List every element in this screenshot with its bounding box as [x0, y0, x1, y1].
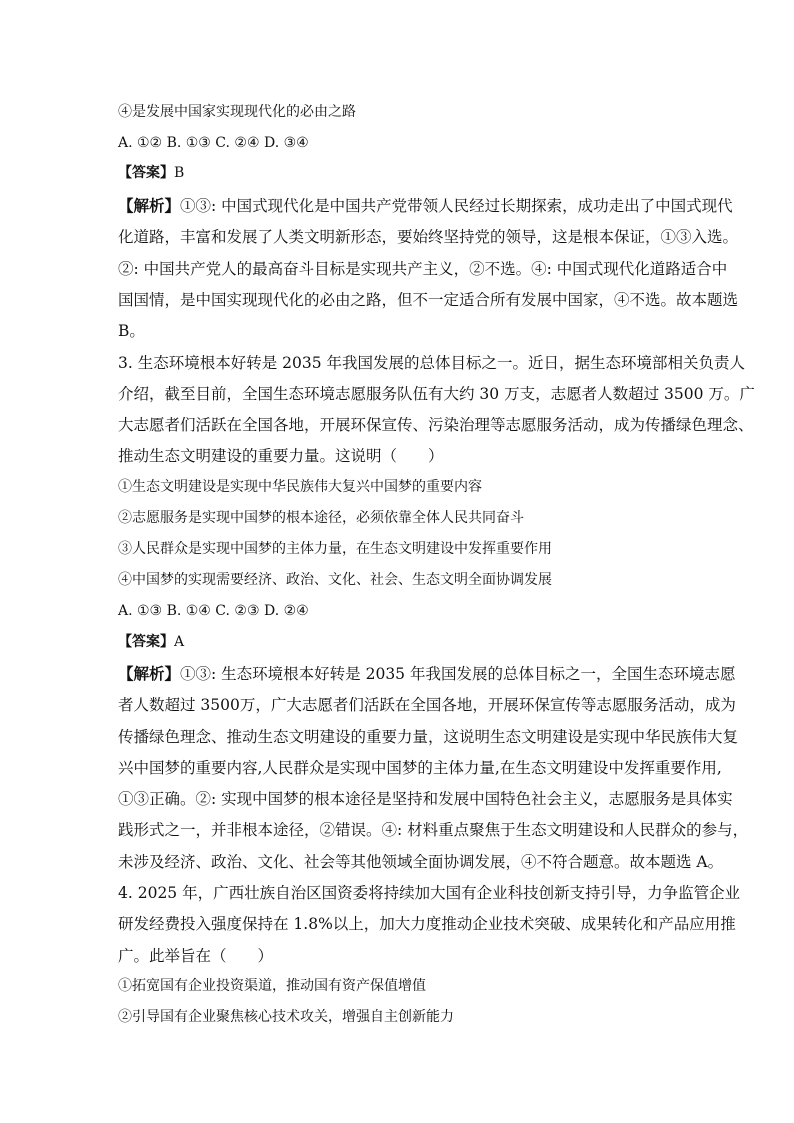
analysis-line [118, 757, 722, 779]
answer-label: 【答案】 [118, 634, 174, 650]
question-text: 广。此举旨在（ ） [118, 947, 274, 965]
question-text: 4. 2025 年，广西壮族自治区国资委将持续加大国有企业科技创新支持引导，力争监管企业 [118, 884, 741, 902]
analysis-label: 【解析】 [118, 196, 181, 215]
option-statement-1 [118, 976, 426, 996]
analysis-text: 者人数超过 3500万，广大志愿者们活跃在全国各地，开展环保宣传等志愿服务活动，成为 [118, 696, 736, 714]
question-3-stem [118, 445, 444, 467]
answer-choices [118, 133, 309, 153]
question-4-stem [118, 913, 736, 935]
analysis-text: ①③: 生态环境根本好转是 2035 年我国发展的总体目标之一，全国生态环境志愿 [180, 665, 736, 683]
question-3-stem [118, 414, 754, 436]
option-statement-1 [118, 477, 482, 497]
analysis-line [118, 694, 736, 716]
analysis-text: 践形式之一，并非根本途径，②错误。④: 材料重点聚焦于生态文明建设和人民群众的参与， [118, 821, 749, 839]
analysis-line [118, 289, 738, 311]
analysis-line [118, 258, 727, 280]
analysis-line [118, 320, 145, 342]
question-text: 介绍，截至目前，全国生态环境志愿服务队伍有大约 30 万支，志愿者人数超过 3500 万。广 [118, 385, 755, 403]
line-text: ④是发展中国家实现现代化的必由之路 [118, 104, 356, 120]
analysis-line [118, 663, 735, 685]
line-text: A. ①③ B. ①④ C. ②③ D. ②④ [118, 603, 309, 619]
option-statement-4 [118, 102, 356, 122]
analysis-text: B。 [118, 322, 145, 340]
answer-value: A [174, 634, 185, 650]
question-4-stem [118, 882, 740, 904]
analysis-line [118, 726, 738, 748]
answer-label: 【答案】 [118, 165, 174, 181]
analysis-text: 传播绿色理念、推动生态文明建设的重要力量，这说明生态文明建设是实现中华民族伟大复 [118, 728, 739, 746]
line-text: ②志愿服务是实现中国梦的根本途径，必须依靠全体人民共同奋斗 [118, 510, 524, 526]
analysis-text: 化道路，丰富和发展了人类文明新形态，要始终坚持党的领导，这是根本保证，①③入选。 [118, 228, 739, 246]
line-text: ②引导国有企业聚焦核心技术攻关，增强自主创新能力 [118, 1009, 454, 1025]
line-text: A. ①② B. ①③ C. ②④ D. ③④ [118, 135, 309, 151]
question-text: 大志愿者们活跃在全国各地，开展环保宣传、污染治理等志愿服务活动，成为传播绿色理念、 [118, 416, 754, 434]
analysis-text: 国国情，是中国实现现代化的必由之路，但不一定适合所有发展中国家，④不选。故本题选 [118, 291, 739, 309]
question-text: 推动生态文明建设的重要力量。这说明（ ） [118, 447, 444, 465]
line-text: ①生态文明建设是实现中华民族伟大复兴中国梦的重要内容 [118, 479, 482, 495]
analysis-line [118, 788, 733, 810]
question-text: 研发经费投入强度保持在 1.8%以上，加大力度推动企业技术突破、成果转化和产品应用推 [118, 915, 736, 933]
question-3-stem [118, 352, 745, 374]
analysis-line [118, 819, 748, 841]
analysis-text: ①③: 中国式现代化是中国共产党带领人民经过长期探索，成功走出了中国式现代 [180, 197, 733, 215]
analysis-line [118, 851, 723, 873]
analysis-line [118, 195, 733, 217]
question-text: 3. 生态环境根本好转是 2035 年我国发展的总体目标之一。近日，据生态环境部相关负责人 [118, 354, 746, 372]
answer-line [118, 632, 184, 652]
analysis-line [118, 226, 738, 248]
analysis-text: 兴中国梦的重要内容,人民群众是实现中国梦的主体力量,在生态文明建设中发挥重要作用, [118, 759, 722, 777]
analysis-text: ②: 中国共产党人的最高奋斗目标是实现共产主义，②不选。④: 中国式现代化道路适合中 [118, 260, 728, 278]
analysis-text: 未涉及经济、政治、文化、社会等其他领域全面协调发展，④不符合题意。故本题选 A。 [118, 853, 724, 871]
line-text: ④中国梦的实现需要经济、政治、文化、社会、生态文明全面协调发展 [118, 572, 552, 588]
answer-line [118, 163, 184, 183]
question-3-stem [118, 383, 755, 405]
answer-value: B [174, 165, 185, 181]
option-statement-3 [118, 539, 552, 559]
question-4-stem [118, 945, 273, 967]
answer-choices [118, 601, 309, 621]
option-statement-2 [118, 508, 524, 528]
line-text: ③人民群众是实现中国梦的主体力量，在生态文明建设中发挥重要作用 [118, 541, 552, 557]
option-statement-4 [118, 570, 552, 590]
analysis-label: 【解析】 [118, 664, 181, 683]
analysis-text: ①③正确。②: 实现中国梦的根本途径是坚持和发展中国特色社会主义，志愿服务是具体实 [118, 790, 733, 808]
line-text: ①拓宽国有企业投资渠道，推动国有资产保值增值 [118, 978, 426, 994]
option-statement-2 [118, 1007, 454, 1027]
